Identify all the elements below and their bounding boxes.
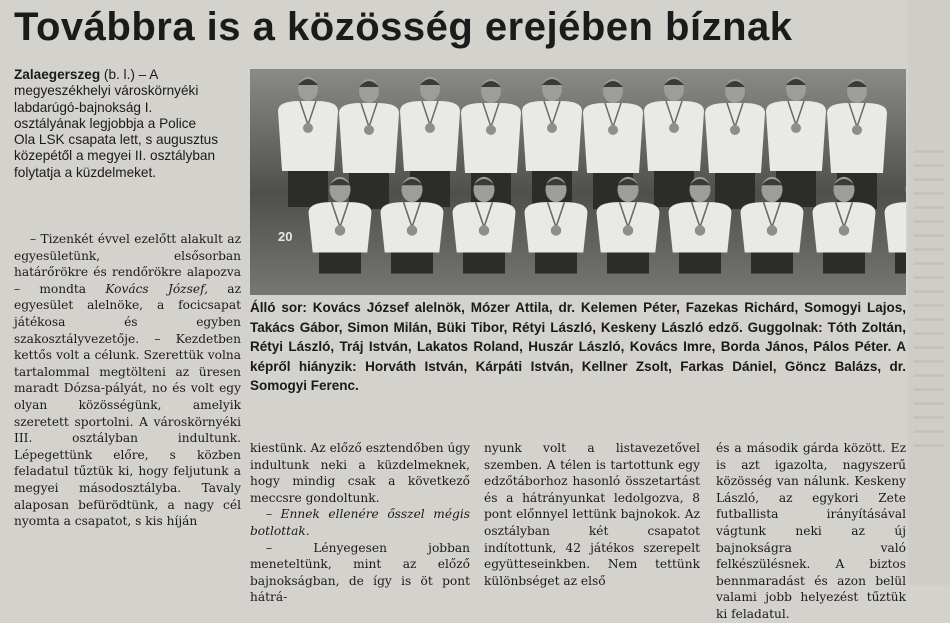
col2-p1: kiestünk. Az előző esztendőben úgy indultunk neki a küzdelmeknek, hogy mindig csak a következő meccsre gondoltunk. bbox=[250, 441, 470, 505]
headline: Továbbra is a közösség erejében bíznak bbox=[14, 5, 793, 49]
article-column-4 bbox=[716, 440, 906, 623]
adjacent-article-text bbox=[914, 150, 944, 450]
article-column-1 bbox=[14, 231, 241, 530]
col2-question: – Ennek ellenére ősszel mégis botlottak. bbox=[250, 507, 470, 538]
col1-quoted-name: Kovács József, bbox=[105, 281, 209, 296]
dateline-byline: (b. l.) – bbox=[103, 67, 147, 82]
team-photo bbox=[250, 69, 906, 295]
jersey-number: 20 bbox=[278, 229, 293, 244]
col2-p3: – Lényegesen jobban meneteltünk, mint az előző bajnokságban, de így is öt pont hátrá- bbox=[250, 540, 470, 605]
col1-text-a: – Tizenkét évvel ezelőtt alakult az egyesületünk, elsősorban határőrökre és rendőrökre alapozva – mondta bbox=[14, 232, 241, 296]
col1-text-b: az egyesület alelnöke, a focicsapat játékosa és egyben szakosztályvezetője. – Kezdetben kettős volt a célunk. Szerettük volna tartalommal megtölteni az üresen maradt Dózsa-pályát, no és volt egy olyan közösségünk, amelyik szeretett sportolni. A városkörnyéki III. osztályban indultunk. Lépegettünk előre, s közben feladatul tűztük ki, hogy feljutunk a megyei másodosztályba. Tavaly alaposan befürödtünk, a nagy cél nyomta a csapatot, s kis híján bbox=[14, 281, 241, 529]
col3-p1: nyunk volt a listavezetővel szemben. A télen is tartottunk egy edzőtáborhoz hasonló összetartást és a hátrányunkat ledolgozva, 8 pont előnnyel lettünk bajnokok. Az osztályban két csapatot indítottunk, 42 játékos szerepelt együtteseinkben. Nem tettünk különbséget az első bbox=[484, 441, 700, 588]
lead-text: A megyeszékhelyi városkörnyéki labdarúgó-bajnokság I. osztályának legjobbja a Police Ola LSK csapata lett, s augusztus közepétől a megyei II. osztályban folytatja a küzdelmeket. bbox=[14, 67, 219, 180]
photo-caption: Álló sor: Kovács József alelnök, Mózer Attila, dr. Kelemen Péter, Fazekas Richárd, Somogyi Lajos, Takács Gábor, Simon Milán, Büki Tibor, Rétyi László, Keskeny László edző. Guggolnak: Tóth Zoltán, Rétyi László, Tráj István, Lakatos Roland, Huszár László, Kovács Imre, Borda János, Pálos Péter. A képről hiányzik: Horváth István, Kárpáti István, Kellner Zsolt, Farkas Dániel, Göncz Balázs, dr. Somogyi Ferenc. bbox=[250, 300, 906, 393]
adjacent-article-edge bbox=[908, 0, 950, 585]
article-column-2 bbox=[250, 440, 470, 606]
dateline-place: Zalaegerszeg bbox=[14, 67, 101, 82]
col4-p1: és a második gárda között. Ez is azt igazolta, nagyszerű közösség van nálunk. Keskeny László, az egykori Zete futballista irányításával vágtunk neki az új bajnokságra való felkészülésnek. A biztos bennmaradást és azon belül valami jobb helyezést tűztük ki feladatul. bbox=[716, 441, 906, 621]
article-column-3 bbox=[484, 440, 700, 589]
article-lead bbox=[14, 67, 220, 181]
